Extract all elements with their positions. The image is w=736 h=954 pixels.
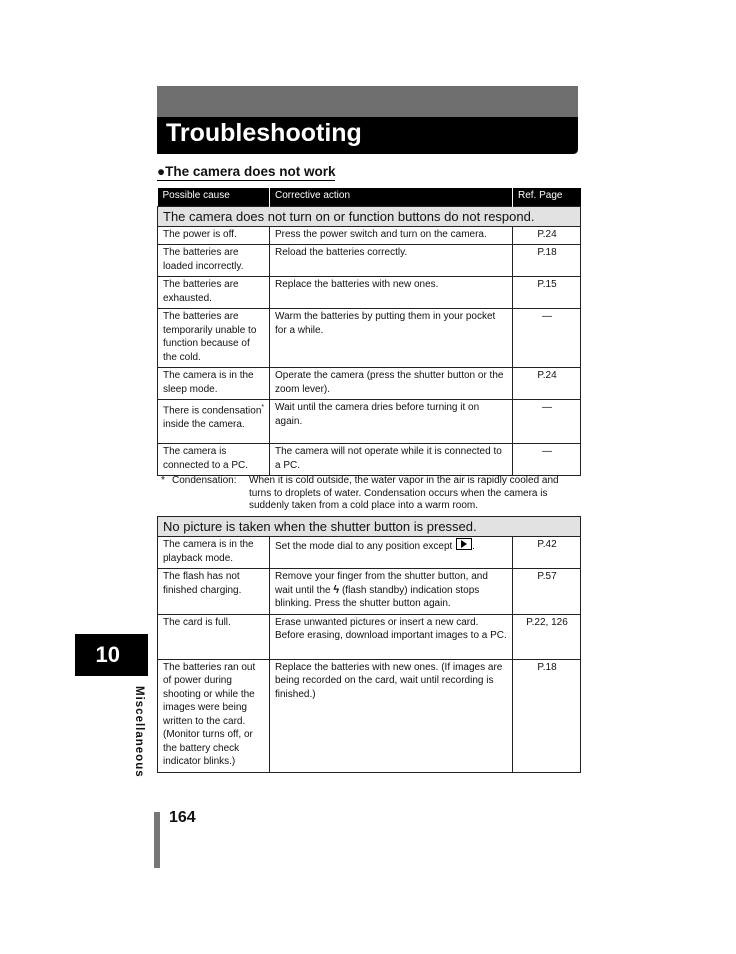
action-text: Remove your finger from the shutter button, and wait until the — [275, 571, 488, 596]
table-row — [158, 614, 581, 659]
ref-cell: — — [513, 309, 581, 368]
action-cell: Reload the batteries correctly. — [270, 245, 513, 277]
action-cell: Operate the camera (press the shutter button or the zoom lever). — [270, 368, 513, 400]
group-title: The camera does not turn on or function buttons do not respond. — [158, 206, 581, 226]
header-cause: Possible cause — [158, 188, 270, 206]
chapter-number: 10 — [95, 642, 120, 667]
table-header-row — [158, 188, 581, 206]
action-cell: Erase unwanted pictures or insert a new card. Before erasing, download important images to a PC. — [270, 614, 513, 659]
table-row — [158, 277, 581, 309]
ref-cell: P.18 — [513, 659, 581, 772]
ref-cell: P.57 — [513, 569, 581, 615]
ref-cell: P.24 — [513, 368, 581, 400]
group-row — [158, 517, 581, 537]
ref-cell: — — [513, 444, 581, 476]
cause-cell: The camera is in the sleep mode. — [158, 368, 270, 400]
table-row — [158, 226, 581, 245]
chapter-label: Miscellaneous — [133, 686, 145, 778]
ref-cell: P.22, 126 — [513, 614, 581, 659]
ref-cell: P.18 — [513, 245, 581, 277]
page-number: 164 — [169, 809, 196, 826]
cause-cell: The power is off. — [158, 226, 270, 245]
table-row — [158, 569, 581, 615]
cause-text: There is condensation — [163, 405, 262, 417]
table-row — [158, 537, 581, 569]
ref-cell: — — [513, 400, 581, 444]
footnote-marker: * — [261, 404, 265, 411]
ref-cell: P.24 — [513, 226, 581, 245]
troubleshooting-table-2 — [157, 516, 581, 773]
footnote-star: * — [161, 475, 165, 486]
group-row — [158, 206, 581, 226]
action-cell: Press the power switch and turn on the camera. — [270, 226, 513, 245]
cause-cell: The batteries are loaded incorrectly. — [158, 245, 270, 277]
action-text: Set the mode dial to any position except — [275, 541, 456, 552]
action-cell: Replace the batteries with new ones. (If images are being recorded on the card, wait until recording is finished.) — [270, 659, 513, 772]
table-row — [158, 309, 581, 368]
flash-icon: ϟ — [333, 583, 340, 596]
table-row — [158, 659, 581, 772]
cause-cell: The card is full. — [158, 614, 270, 659]
action-cell: Replace the batteries with new ones. — [270, 277, 513, 309]
page-title: Troubleshooting — [166, 119, 362, 147]
cause-cell: The camera is in the playback mode. — [158, 537, 270, 569]
cause-cell: The flash has not finished charging. — [158, 569, 270, 615]
table-row — [158, 245, 581, 277]
cause-cell: The batteries ran out of power during shooting or while the images were being written to the card. (Monitor turns off, or the battery check indicator blinks.) — [158, 659, 270, 772]
cause-text-end: inside the camera. — [163, 418, 245, 430]
table-row — [158, 444, 581, 476]
cause-cell — [158, 400, 270, 444]
action-text-end: (flash standby) indication stops blinking. Press the shutter button again. — [275, 584, 480, 609]
header-ref: Ref. Page — [513, 188, 581, 206]
page-number-bar — [154, 812, 160, 868]
troubleshooting-table-1 — [157, 188, 581, 476]
action-cell: Wait until the camera dries before turning it on again. — [270, 400, 513, 444]
ref-cell: P.42 — [513, 537, 581, 569]
playback-icon — [456, 538, 472, 550]
cause-cell: The camera is connected to a PC. — [158, 444, 270, 476]
action-text-end: . — [472, 541, 475, 552]
table-row — [158, 400, 581, 444]
footnote-term: Condensation: — [172, 475, 237, 486]
action-cell — [270, 569, 513, 615]
cause-cell: The batteries are exhausted. — [158, 277, 270, 309]
action-cell — [270, 537, 513, 569]
cause-cell: The batteries are temporarily unable to function because of the cold. — [158, 309, 270, 368]
header-action: Corrective action — [270, 188, 513, 206]
section-heading: ●The camera does not work — [157, 164, 336, 179]
table-row — [158, 368, 581, 400]
ref-cell: P.15 — [513, 277, 581, 309]
footnote-text: When it is cold outside, the water vapor in the air is rapidly cooled and turns to droplets of water. Condensation occurs when the camera is suddenly taken from a cold place into a warm room. — [249, 475, 559, 511]
action-cell: Warm the batteries by putting them in your pocket for a while. — [270, 309, 513, 368]
action-cell: The camera will not operate while it is connected to a PC. — [270, 444, 513, 476]
group-title: No picture is taken when the shutter button is pressed. — [158, 517, 581, 537]
